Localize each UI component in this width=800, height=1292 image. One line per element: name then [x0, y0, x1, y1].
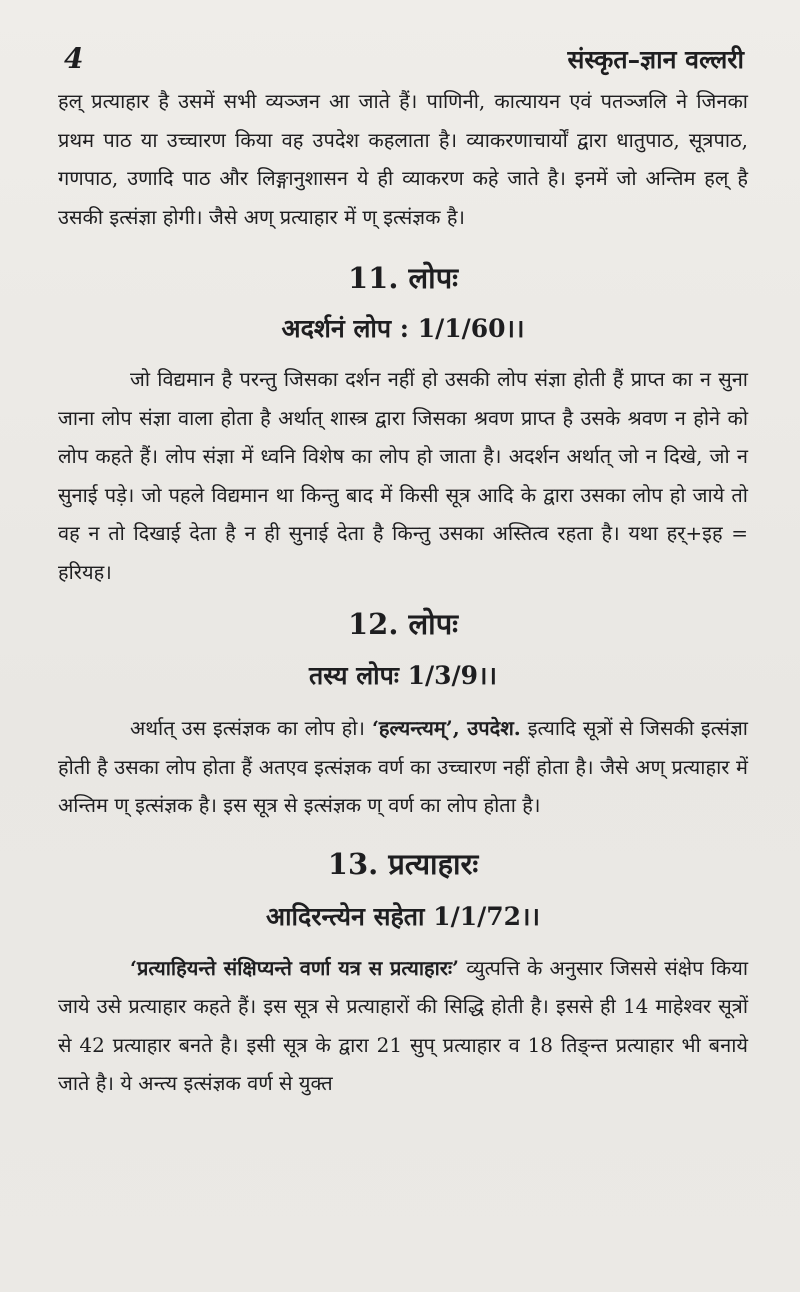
running-header [58, 42, 748, 82]
section-13-text-after: व्युत्पत्ति के अनुसार जिससे संक्षेप किया जाये उसे प्रत्याहार कहते हैं। इस सूत्र से प्रत्याहारों की सिद्धि होती है। इससे ही 14 माहेश्वर सूत्रों से 42 प्रत्याहार बनते है। इसी सूत्र के द्वारा 21 सुप् प्रत्याहार व 18 तिङ्न्त प्रत्याहार भी बनाये जाते है। ये अन्त्य इत्संज्ञक वर्ण से युक्त [58, 955, 749, 1095]
page-number: 4 [64, 42, 84, 75]
section-11-title: 11. लोपः [347, 261, 459, 295]
intro-paragraph: हल् प्रत्याहार है उसमें सभी व्यञ्जन आ जाते हैं। पाणिनी, कात्यायन एवं पतञ्जलि ने जिनका प्रथम पाठ या उच्चारण किया वह उपदेश कहलाता है। व्याकरणाचार्यों द्वारा धातुपाठ, सूत्रपाठ, गणपाठ, उणादि पाठ और लिङ्गानुशासन ये ही व्याकरण कहे जाते है। इनमें जो अन्तिम हल् है उसकी इत्संज्ञा होगी। जैसे अण् प्रत्याहार में ण् इत्संज्ञक है। [58, 89, 748, 229]
section-12-text-before: अर्थात् उस इत्संज्ञक का लोप हो। [130, 716, 372, 740]
section-12-title: 12. लोपः [347, 607, 459, 641]
section-13-title: 13. प्रत्याहारः [327, 846, 479, 881]
section-12-paragraph [58, 709, 748, 825]
section-13-sutra: आदिरन्त्येन सहेता 1/1/72।। [266, 901, 540, 931]
section-12-sutra: तस्य लोपः 1/3/9।। [309, 661, 497, 690]
section-13-paragraph [58, 949, 748, 1103]
section-13-quoted-definition: ‘प्रत्याहियन्ते संक्षिप्यन्ते वर्णा यत्र स प्रत्याहारः’ [130, 955, 459, 980]
section-12-quoted-sutras: ‘हल्यन्त्यम्’, उपदेश. [371, 716, 521, 740]
running-title: संस्कृत–ज्ञान वल्लरी [567, 45, 744, 74]
section-11-paragraph: जो विद्यमान है परन्तु जिसका दर्शन नहीं हो उसकी लोप संज्ञा होती हैं प्राप्त का न सुना जाना लोप संज्ञा वाला होता है अर्थात् शास्त्र द्वारा जिसका श्रवण प्राप्त है उसके श्रवण न होने को लोप कहते हैं। लोप संज्ञा में ध्वनि विशेष का लोप हो जाता है। अदर्शन अर्थात् जो न दिखे, जो न सुनाई पड़े। जो पहले विद्यमान था किन्तु बाद में किसी सूत्र आदि के द्वारा उसका लोप हो जाये तो वह न तो दिखाई देता है न ही सुनाई देता है किन्तु उसका अस्तित्व रहता है। यथा हर्+इह = हरियह। [58, 367, 748, 584]
section-12-text-after: इत्यादि सूत्रों से जिसकी इत्संज्ञा होती है उसका लोप होता हैं अतएव इत्संज्ञक वर्ण का उच्चारण नहीं होता है। जैसे अण् प्रत्याहार में अन्तिम ण् इत्संज्ञक है। इस सूत्र से इत्संज्ञक ण् वर्ण का लोप होता है। [58, 716, 748, 817]
section-11-sutra: अदर्शनं लोप : 1/1/60।। [281, 314, 525, 343]
